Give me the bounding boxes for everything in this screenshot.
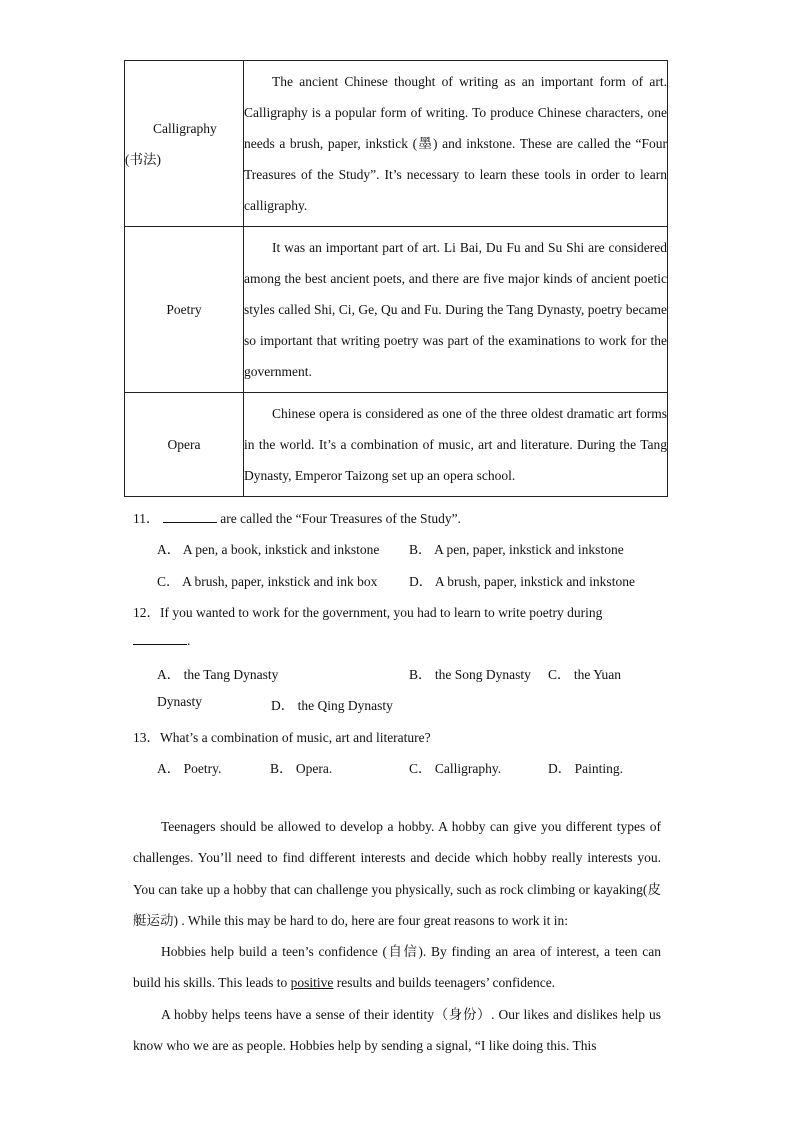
option-d[interactable]: D． A brush, paper, inkstick and inkstone: [409, 574, 635, 589]
topic-label-chinese: (书法): [125, 151, 161, 167]
topic-cell: [125, 61, 244, 227]
passage-paragraph-3: A hobby helps teens have a sense of their identity（身份）. Our likes and dislikes help us know who we are as people. Hobbies help by sending a signal, “I like doing this. This: [133, 1006, 661, 1054]
table-row: [125, 227, 668, 393]
reading-passage: [133, 811, 661, 1061]
topic-cell: Opera: [125, 393, 244, 497]
option-c[interactable]: C． A brush, paper, inkstick and ink box: [157, 574, 378, 589]
option-b[interactable]: B． the Song Dynasty: [409, 667, 531, 682]
chinese-arts-table: [124, 60, 668, 497]
option-b[interactable]: B． Opera.: [270, 761, 333, 776]
description-text: The ancient Chinese thought of writing as an important form of art. Calligraphy is a popular form of writing. To produce Chinese characters, one needs a brush, paper, inkstick (墨) and inkstone. These are called the “Four Treasures of the Study”. It’s necessary to learn these tools in order to learn calligraphy.: [244, 74, 667, 213]
option-c[interactable]: C． the Yuan: [548, 667, 621, 682]
question-13-stem: 13．What’s a combination of music, art and literature?: [133, 730, 431, 745]
option-a[interactable]: A． Poetry.: [157, 761, 222, 776]
question-tail: .: [187, 633, 191, 648]
passage-paragraph-2: [133, 936, 661, 999]
paragraph-text: Hobbies help build a teen’s confidence (自信). By finding an area of interest, a teen can build his skills. This leads to: [133, 944, 661, 991]
option-a[interactable]: A． A pen, a book, inkstick and inkstone: [157, 542, 380, 557]
option-b[interactable]: B． A pen, paper, inkstick and inkstone: [409, 542, 624, 557]
description-cell: [244, 227, 668, 393]
question-text: are called the “Four Treasures of the Study”.: [220, 511, 461, 526]
question-12-blank-line: [133, 632, 190, 649]
description-cell: [244, 61, 668, 227]
description-text: It was an important part of art. Li Bai, Du Fu and Su Shi are considered among the best ancient poets, and there are five major kinds of ancient poetic styles called Shi, Ci, Ge, Qu and Fu. During the Tang Dynasty, poetry became so important that writing poetry was part of the examinations to work for the government.: [244, 240, 667, 379]
option-d[interactable]: D． Painting.: [548, 761, 624, 776]
table-row: [125, 393, 668, 497]
underlined-word: positive: [290, 975, 334, 991]
topic-cell: Poetry: [125, 227, 244, 393]
option-a[interactable]: A． the Tang Dynasty: [157, 667, 279, 682]
answer-blank: [133, 632, 187, 645]
option-c-continued[interactable]: Dynasty: [157, 694, 202, 709]
paragraph-text: results and builds teenagers’ confidence.: [333, 975, 556, 991]
question-number: 11．: [133, 511, 160, 526]
option-c[interactable]: C． Calligraphy.: [409, 761, 502, 776]
table-row: [125, 61, 668, 227]
answer-blank: [163, 510, 217, 523]
question-12-stem: 12．If you wanted to work for the government, you had to learn to write poetry during: [133, 605, 603, 620]
description-cell: [244, 393, 668, 497]
question-11-stem: [133, 507, 461, 527]
description-text: Chinese opera is considered as one of the three oldest dramatic art forms in the world. It’s a combination of music, art and literature. During the Tang Dynasty, Emperor Taizong set up an opera school.: [244, 406, 667, 483]
topic-label: Calligraphy: [153, 120, 217, 136]
passage-paragraph-1: Teenagers should be allowed to develop a hobby. A hobby can give you different types of challenges. You’ll need to find different interests and decide which hobby really interests you. You can take up a hobby that can challenge you physically, such as rock climbing or kayaking(皮艇运动) . While this may be hard to do, here are four great reasons to work it in:: [133, 819, 661, 928]
option-d[interactable]: D． the Qing Dynasty: [271, 698, 393, 713]
